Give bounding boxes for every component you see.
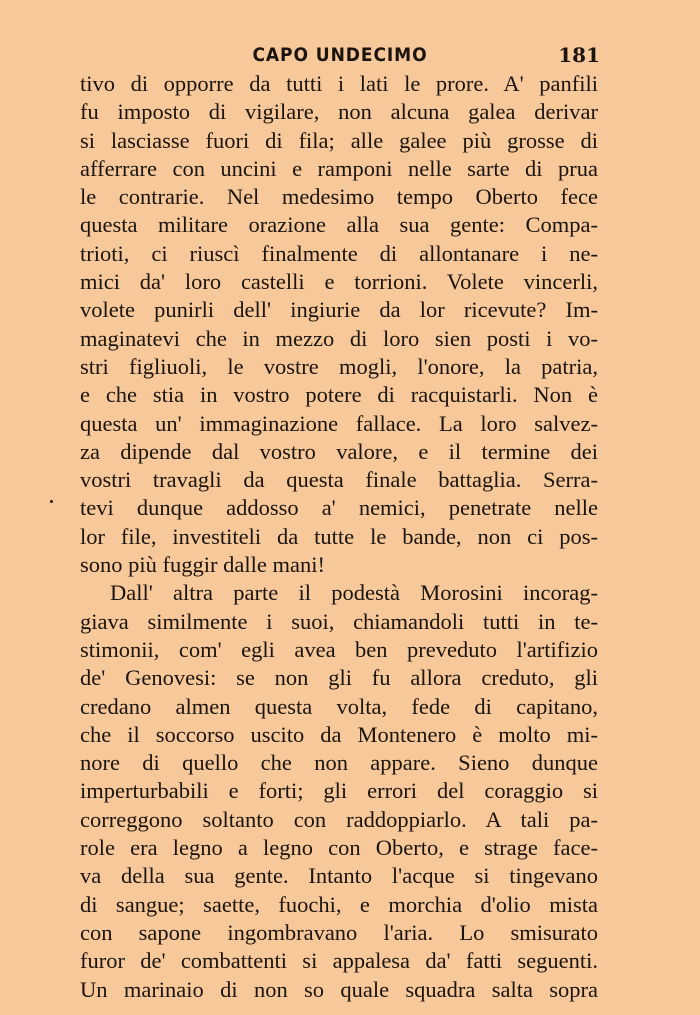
text-line: lor file, investiteli da tutte le bande, non ci pos- <box>80 523 598 549</box>
text-line: con sapone ingombravano l'aria. Lo smisurato <box>80 919 598 945</box>
text-line: va della sua gente. Intanto l'acque si tingevano <box>80 863 598 889</box>
text-line: mici da' loro castelli e torrioni. Volete vincerli, <box>80 269 598 295</box>
text-line: stri figliuoli, le vostre mogli, l'onore, la patria, <box>80 353 598 379</box>
text-line: trioti, ci riuscì finalmente di allontanare i ne- <box>80 240 598 266</box>
text-line: di sangue; saette, fuochi, e morchia d'olio mista <box>80 891 598 917</box>
text-line: si lasciasse fuori di fila; alle galee più grosse di <box>80 127 598 153</box>
text-line: fu imposto di vigilare, non alcuna galea derivar <box>80 99 598 125</box>
text-line: role era legno a legno con Oberto, e strage face- <box>80 835 598 861</box>
page-number: 181 <box>558 43 600 67</box>
text-line: afferrare con uncini e ramponi nelle sarte di prua <box>80 155 598 181</box>
running-head: CAPO UNDECIMO <box>252 44 428 66</box>
text-line: giava similmente i suoi, chiamandoli tutti in te- <box>80 608 598 634</box>
paragraph-start-line: Dall' altra parte il podestà Morosini incorag- <box>110 580 598 606</box>
text-line: furor de' combattenti si appalesa da' fatti seguenti. <box>80 948 598 974</box>
ink-speck <box>50 500 53 503</box>
text-line: questa un' immaginazione fallace. La loro salvez- <box>80 410 598 436</box>
text-line: le contrarie. Nel medesimo tempo Oberto fece <box>80 184 598 210</box>
text-line: de' Genovesi: se non gli fu allora creduto, gli <box>80 665 598 691</box>
page-header <box>80 40 600 70</box>
text-line: stimonii, com' egli avea ben preveduto l'artifizio <box>80 636 598 662</box>
text-line: volete punirli dell' ingiurie da lor ricevute? Im- <box>80 297 598 323</box>
text-line: vostri travagli da questa finale battaglia. Serra- <box>80 467 598 493</box>
text-line: correggono soltanto con raddoppiarlo. A tali pa- <box>80 806 598 832</box>
text-line: nore di quello che non appare. Sieno dunque <box>80 750 598 776</box>
text-line: e che stia in vostro potere di racquistarli. Non è <box>80 382 598 408</box>
text-line: za dipende dal vostro valore, e il termine dei <box>80 438 598 464</box>
text-line: che il soccorso uscito da Montenero è molto mi- <box>80 721 598 747</box>
text-line: maginatevi che in mezzo di loro sien posti i vo- <box>80 325 598 351</box>
text-line: Un marinaio di non so quale squadra salta sopra <box>80 976 598 1002</box>
body-text <box>80 70 598 1004</box>
text-line: tivo di opporre da tutti i lati le prore. A' panfili <box>80 71 598 96</box>
text-line: imperturbabili e forti; gli errori del coraggio si <box>80 778 598 804</box>
text-line: credano almen questa volta, fede di capitano, <box>80 693 598 719</box>
paragraph-end-line: sono più fuggir dalle mani! <box>80 552 325 578</box>
text-line: questa militare orazione alla sua gente: Compa- <box>80 212 598 238</box>
text-line: tevi dunque addosso a' nemici, penetrate nelle <box>80 495 598 521</box>
